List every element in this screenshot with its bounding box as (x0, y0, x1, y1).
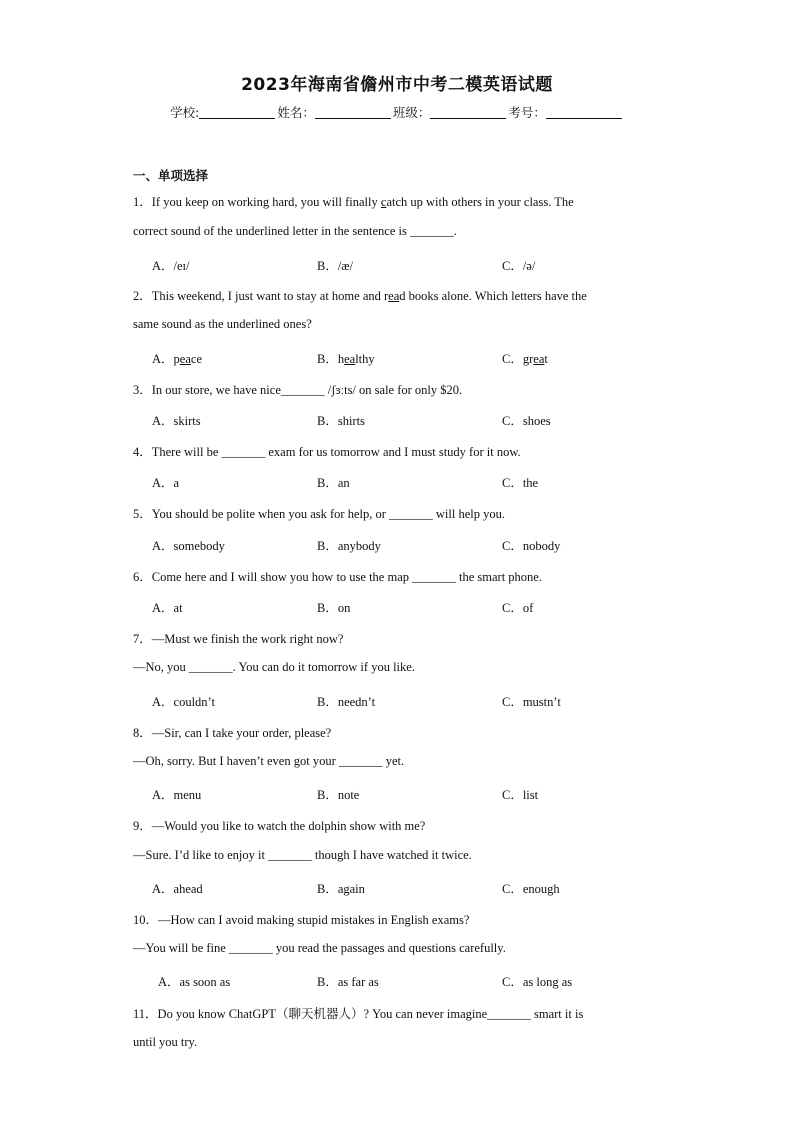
section-heading: 一、单项选择 (133, 168, 209, 183)
question-8-option-b[interactable]: B．note (317, 788, 360, 802)
question-8-option-c[interactable]: C．list (502, 788, 539, 802)
question-2-option-b[interactable]: B．healthy (317, 352, 375, 366)
name-label: 姓名： (277, 105, 315, 120)
question-8-line-1: 8．—Sir, can I take your order, please? (133, 726, 332, 740)
question-2-line-2: same sound as the underlined ones? (133, 317, 312, 331)
question-1-line-2: correct sound of the underlined letter in the sentence is _______. (133, 224, 457, 238)
school-label: 学校: (170, 105, 200, 120)
question-6-line-1: 6．Come here and I will show you how to use the map _______ the smart phone. (133, 570, 542, 584)
question-10-option-a[interactable]: A．as soon as (158, 975, 231, 989)
question-3-line-1: 3．In our store, we have nice_______ /ʃɜːts/ on sale for only $20. (133, 383, 463, 397)
question-4-option-c[interactable]: C．the (502, 476, 539, 490)
question-8-option-a[interactable]: A．menu (152, 788, 202, 802)
question-3-option-c[interactable]: C．shoes (502, 414, 551, 428)
question-10-option-c[interactable]: C．as long as (502, 975, 573, 989)
question-11-line-2: until you try. (133, 1035, 198, 1049)
question-7-option-b[interactable]: B．needn’t (317, 695, 376, 709)
question-2-line-1: 2．This weekend, I just want to stay at home and read books alone. Which letters have the (133, 289, 587, 303)
question-9-line-2: —Sure. I’d like to enjoy it _______ though I have watched it twice. (133, 848, 472, 862)
question-9-line-1: 9．—Would you like to watch the dolphin show with me? (133, 819, 426, 833)
question-9-option-a[interactable]: A．ahead (152, 882, 203, 896)
question-1-option-b[interactable]: B．/æ/ (317, 259, 354, 273)
number-label: 考号： (508, 105, 546, 120)
question-5-option-b[interactable]: B．anybody (317, 539, 381, 553)
question-6-option-b[interactable]: B．on (317, 601, 351, 615)
question-5-option-a[interactable]: A．somebody (152, 539, 225, 553)
page-title: 2023年海南省儋州市中考二模英语试题 (241, 75, 553, 95)
question-9-option-c[interactable]: C．enough (502, 882, 560, 896)
question-4-option-b[interactable]: B．an (317, 476, 350, 490)
question-3-option-a[interactable]: A．skirts (152, 414, 201, 428)
question-7-option-c[interactable]: C．mustn’t (502, 695, 561, 709)
question-8-line-2: —Oh, sorry. But I haven’t even got your _______ yet. (133, 754, 405, 768)
question-10-option-b[interactable]: B．as far as (317, 975, 379, 989)
question-10-line-2: —You will be fine _______ you read the passages and questions carefully. (133, 941, 506, 955)
question-1-option-c[interactable]: C．/ə/ (502, 259, 536, 273)
question-7-option-a[interactable]: A．couldn’t (152, 695, 215, 709)
question-1-line-1: 1．If you keep on working hard, you will finally catch up with others in your class. The (133, 195, 574, 209)
class-label: 班级： (392, 105, 431, 120)
question-2-option-a[interactable]: A．peace (152, 352, 202, 366)
name-blank[interactable] (315, 106, 391, 119)
question-10-line-1: 10．—How can I avoid making stupid mistakes in English exams? (133, 913, 470, 927)
question-4-option-a[interactable]: A．a (152, 476, 180, 490)
student-info-row (0, 103, 794, 121)
question-7-line-1: 7．—Must we finish the work right now? (133, 632, 344, 646)
question-11-line-1: 11．Do you know ChatGPT（聊天机器人）? You can never imagine_______ smart it is (133, 1007, 584, 1021)
question-5-line-1: 5．You should be polite when you ask for help, or _______ will help you. (133, 507, 505, 521)
question-6-option-c[interactable]: C．of (502, 601, 534, 615)
question-7-line-2: —No, you _______. You can do it tomorrow if you like. (133, 660, 415, 674)
class-blank[interactable] (430, 106, 506, 119)
question-5-option-c[interactable]: C．nobody (502, 539, 561, 553)
number-blank[interactable] (546, 106, 622, 119)
question-9-option-b[interactable]: B．again (317, 882, 365, 896)
question-1-option-a[interactable]: A．/eɪ/ (152, 259, 190, 273)
question-4-line-1: 4．There will be _______ exam for us tomorrow and I must study for it now. (133, 445, 521, 459)
school-blank[interactable] (199, 106, 275, 119)
question-6-option-a[interactable]: A．at (152, 601, 183, 615)
question-3-option-b[interactable]: B．shirts (317, 414, 365, 428)
question-2-option-c[interactable]: C．great (502, 352, 548, 366)
